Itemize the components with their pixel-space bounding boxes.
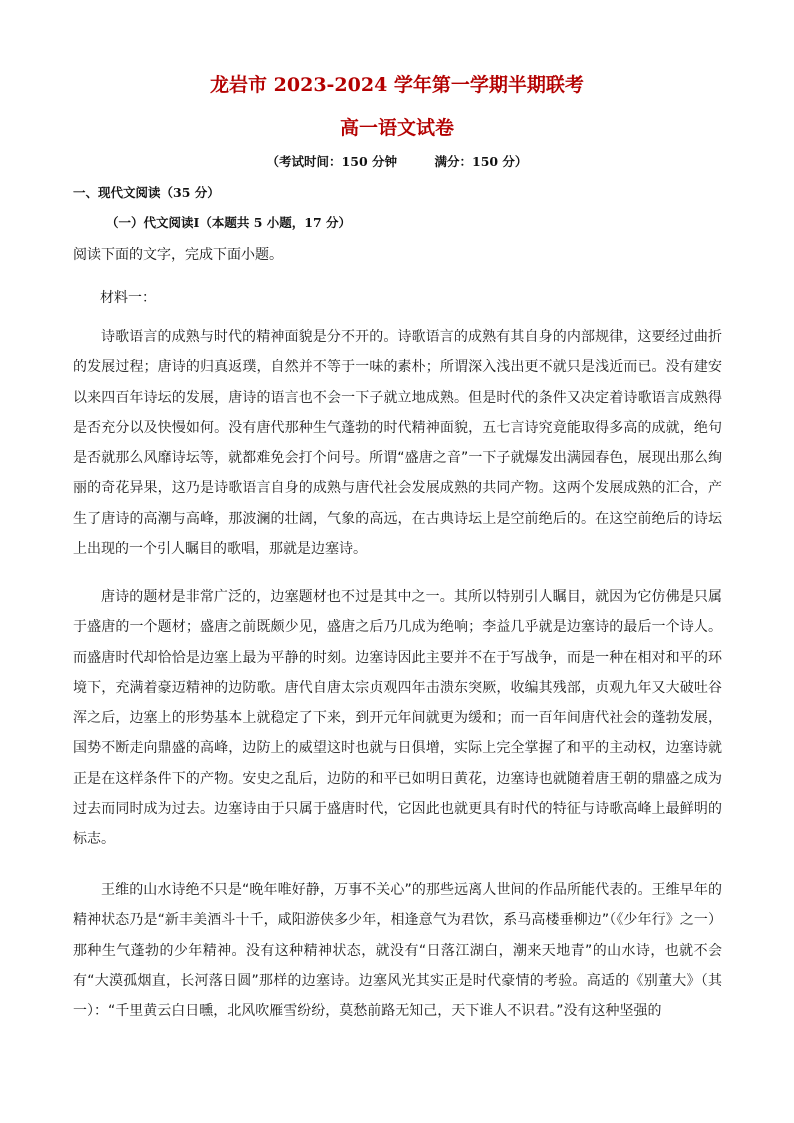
exam-meta (0, 152, 794, 170)
reading-instruction: 阅读下面的文字，完成下面小题。 (73, 247, 283, 263)
section-heading: 一、现代文阅读（35 分） (73, 185, 220, 200)
exam-meta-text: （考试时间：150 分钟 满分：150 分） (266, 154, 528, 169)
exam-subtitle: 高一语文试卷 (339, 117, 454, 139)
paragraph: 诗歌语言的成熟与时代的精神面貌是分不开的。诗歌语言的成熟有其自身的内部规律，这要经过曲折的发展过程；唐诗的归真返璞，自然并不等于一味的素朴；所谓深入浅出更不就只是浅近而已。没有建安以来四百年诗坛的发展，唐诗的语言也不会一下子就立地成熟。但是时代的条件又决定着诗歌语言成熟得是否充分以及快慢如何。没有唐代那种生气蓬勃的时代精神面貌，五七言诗究竟能取得多高的成就，绝句是否就那么风靡诗坛等，就都难免会打个问号。所谓“盛唐之音”一下子就爆发出满园春色，展现出那么绚丽的奇花异果，这乃是诗歌语言自身的成熟与唐代社会发展成熟的共同产物。这两个发展成熟的汇合，产生了唐诗的高潮与高峰，那波澜的壮阔，气象的高远，在古典诗坛上是空前绝后的。在这空前绝后的诗坛上出现的一个引人瞩目的歌唱，那就是边塞诗。 (73, 329, 722, 558)
material-label: 材料一： (100, 290, 156, 306)
paragraph: 唐诗的题材是非常广泛的，边塞题材也不过是其中之一。其所以特别引人瞩目，就因为它仿佛是只属于盛唐的一个题材；盛唐之前既颇少见，盛唐之后乃几成为绝响；李益几乎就是边塞诗的最后一个诗人。而盛唐时代却恰恰是边塞上最为平静的时刻。边塞诗因此主要并不在于写战争，而是一种在相对和平的环境下，充满着豪迈精神的边防歌。唐代自唐太宗贞观四年击溃东突厥，收编其残部，贞观九年又大破吐谷浑之后，边塞上的形势基本上就稳定了下来，到开元年间就更为缓和；而一百年间唐代社会的蓬勃发展，国势不断走向鼎盛的高峰，边防上的威望这时也就与日俱增，实际上完全掌握了和平的主动权，边塞诗就正是在这样条件下的产物。安史之乱后，边防的和平已如明日黄花，边塞诗也就随着唐王朝的鼎盛之成为过去而同时成为过去。边塞诗由于只属于盛唐时代，它因此也就更具有时代的特征与诗歌高峰上最鲜明的标志。 (73, 589, 722, 848)
exam-title: 龙岩市 2023-2024 学年第一学期半期联考 (210, 74, 584, 96)
subsection-heading: （一）代文阅读Ⅰ（本题共 5 小题，17 分） (106, 215, 351, 230)
paragraph: 王维的山水诗绝不只是“晚年唯好静，万事不关心”的那些远离人世间的作品所能代表的。王维早年的精神状态乃是“新丰美酒斗十千，咸阳游侠多少年，相逢意气为君饮，系马高楼垂柳边”（《少年行》之一）那种生气蓬勃的少年精神。没有这种精神状态，就没有“日落江湖白，潮来天地青”的山水诗，也就不会有“大漠孤烟直，长河落日圆”那样的边塞诗。边塞风光其实正是时代豪情的考验。高适的《别董大》（其一）：“千里黄云白日曛，北风吹雁雪纷纷，莫愁前路无知己，天下谁人不识君。”没有这种坚强的 (73, 882, 722, 1020)
